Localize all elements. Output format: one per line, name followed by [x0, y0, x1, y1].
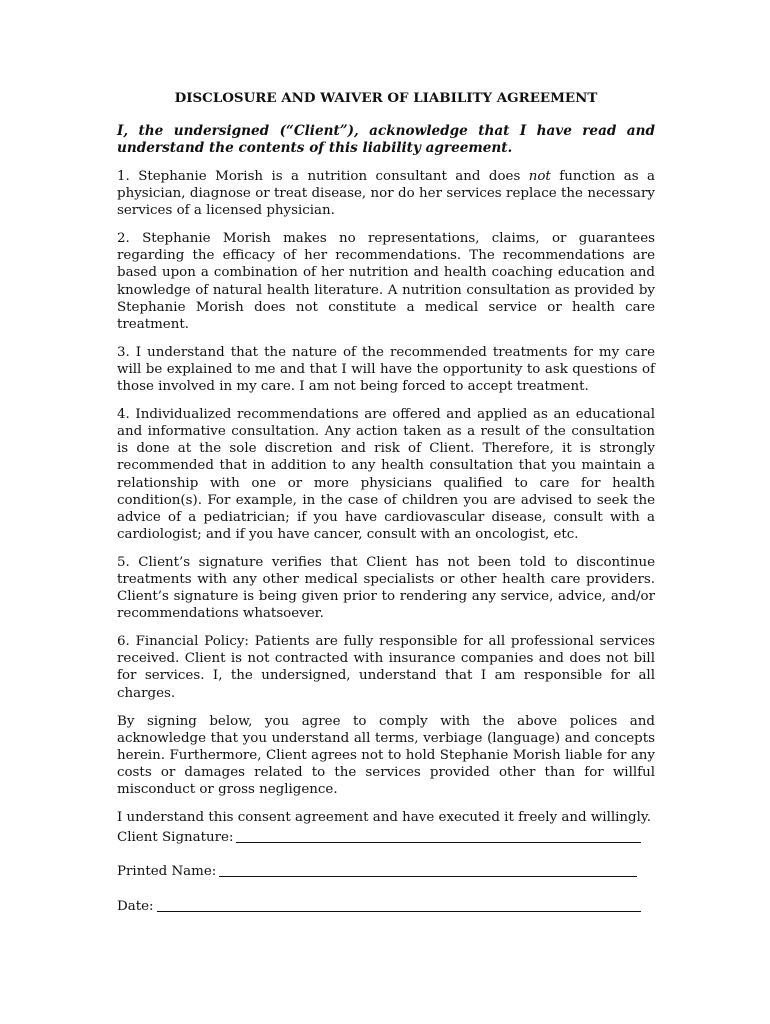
client-signature-label: Client Signature:	[117, 830, 234, 845]
client-signature-row	[117, 830, 641, 845]
printed-name-label: Printed Name:	[117, 864, 217, 879]
date-row	[117, 899, 641, 914]
signing-terms: By signing below, you agree to comply with the above polices and acknowledge that you understand all terms, verbiage (language) and concepts herein. Furthermore, Client agrees not to hold Stephanie Morish liable for any costs or damages related to the services provided other than for willful misconduct or gross negligence.	[117, 713, 655, 797]
clause-5: 5. Client’s signature verifies that Client has not been told to discontinue treatments with any other medical specialists or other health care providers. Client’s signature is being given prior to rendering any service, advice, and/or recommendations whatsoever.	[117, 554, 655, 622]
consent-statement: I understand this consent agreement and have executed it freely and willingly.	[117, 810, 651, 826]
agreement-document	[117, 90, 655, 826]
clause-1	[117, 168, 655, 219]
date-field[interactable]	[157, 899, 641, 912]
clause-2: 2. Stephanie Morish makes no representations, claims, or guarantees regarding the efficacy of her recommendations. The recommendations are based upon a combination of her nutrition and health coaching education and knowledge of natural health literature. A nutrition consultation as provided by Stephanie Morish does not constitute a medical service or health care treatment.	[117, 231, 655, 332]
client-signature-field[interactable]	[236, 830, 641, 843]
intro-acknowledgement: I, the undersigned (“Client”), acknowledge that I have read and understand the contents of this liability agreement.	[117, 123, 655, 156]
printed-name-row	[117, 864, 637, 879]
clause-6-financial-policy: 6. Financial Policy: Patients are fully responsible for all professional services received. Client is not contracted with insurance companies and does not bill for services. I, the undersigned, understand that I am responsible for all charges.	[117, 634, 655, 701]
date-label: Date:	[117, 899, 154, 914]
document-title: DISCLOSURE AND WAIVER OF LIABILITY AGREEMENT	[174, 90, 598, 106]
clause-4: 4. Individualized recommendations are offered and applied as an educational and informative consultation. Any action taken as a result of the consultation is done at the sole discretion and risk of Client. Therefore, it is strongly recommended that in addition to any health consultation that you maintain a relationship with one or more physicians qualified to care for health condition(s). For example, in the case of children you are advised to seek the advice of a pediatrician; if you have cardiovascular disease, consult with a cardiologist; and if you have cancer, consult with an oncologist, etc.	[117, 407, 655, 542]
printed-name-field[interactable]	[219, 864, 637, 877]
clause-1-text-b: function as a physician, diagnose or treat disease, nor do her services replace the necessary services of a licensed physician.	[117, 169, 655, 219]
clause-1-text-a: 1. Stephanie Morish is a nutrition consultant and does	[117, 169, 529, 184]
clause-1-emphasis: not	[528, 169, 551, 184]
clause-3: 3. I understand that the nature of the recommended treatments for my care will be explained to me and that I will have the opportunity to ask questions of those involved in my care. I am not being forced to accept treatment.	[117, 344, 655, 395]
